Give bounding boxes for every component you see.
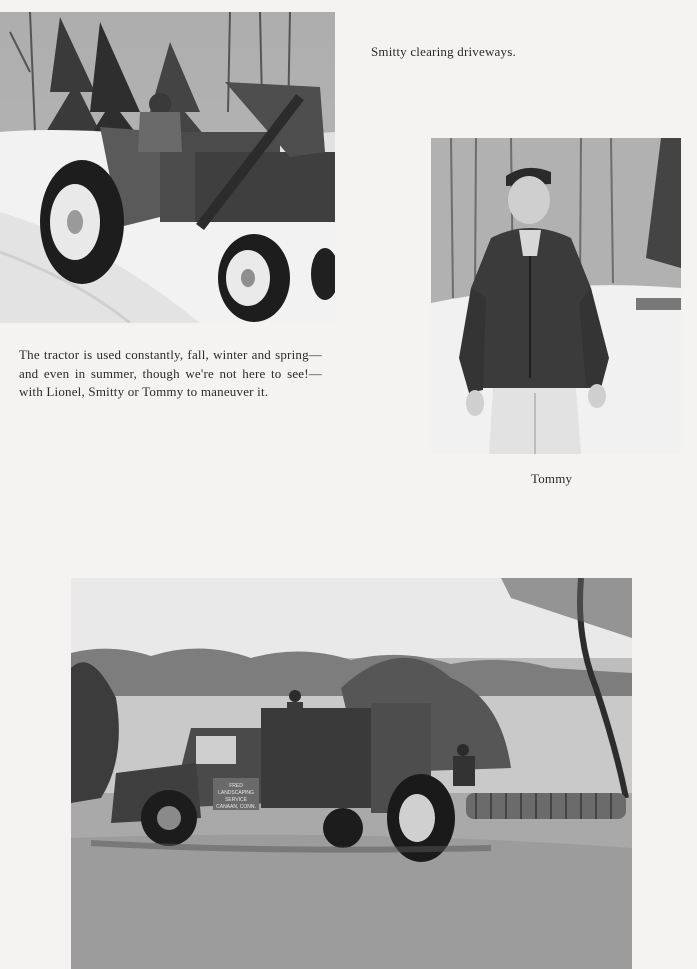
tommy-portrait-illustration — [431, 138, 681, 454]
truck-door-text-2: LANDSCAPING — [218, 790, 254, 796]
tractor-description-paragraph: The tractor is used constantly, fall, winter and spring—and even in summer, though we're not here to see!—with Lionel, Smitty or Tommy to maneuver it. — [19, 347, 322, 399]
photo-landscaping-truck-field — [71, 578, 632, 969]
tractor-snow-illustration — [0, 12, 335, 323]
caption-tommy: Tommy — [531, 471, 573, 486]
photo-smitty-tractor-snow — [0, 12, 335, 323]
truck-door-text-3: SERVICE — [225, 797, 247, 803]
truck-field-illustration — [71, 578, 632, 969]
truck-door-text-1: FRED — [229, 783, 243, 789]
caption-smitty: Smitty clearing driveways. — [371, 44, 516, 59]
photo-tommy-portrait — [431, 138, 681, 454]
truck-door-text-4: CANAAN, CONN. — [216, 804, 256, 810]
